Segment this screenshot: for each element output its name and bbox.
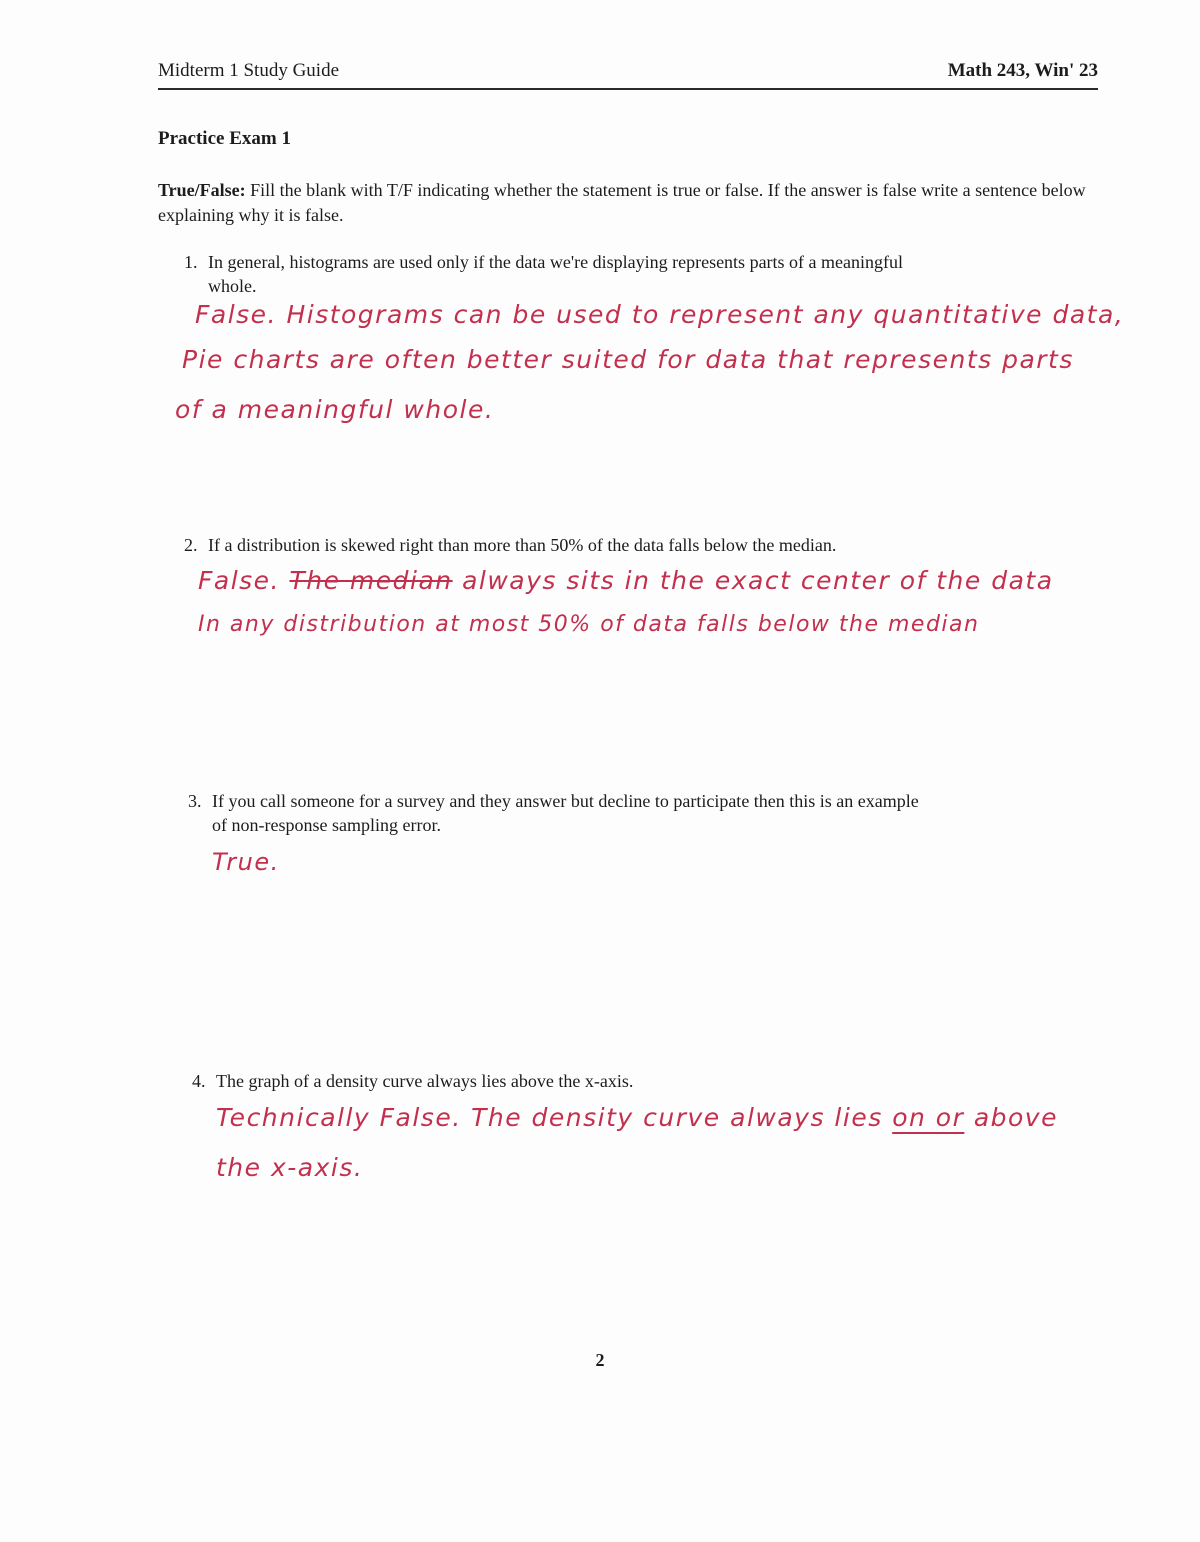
question-text-line: of non-response sampling error.: [212, 815, 441, 835]
handwritten-answer-line: [198, 566, 1054, 595]
handwritten-answer-line: [216, 1103, 1058, 1132]
question-number: 4.: [192, 1071, 206, 1091]
section-title: Practice Exam 1: [158, 128, 291, 149]
handwritten-answer: True.: [212, 848, 280, 876]
question-2: [184, 533, 1104, 559]
course-guide-title: Midterm 1 Study Guide: [158, 60, 340, 81]
answer-explanation: above: [973, 1103, 1058, 1132]
underlined-text: on or: [892, 1103, 965, 1132]
handwritten-answer-line: Pie charts are often better suited for data that represents parts: [182, 345, 1074, 374]
question-1: [184, 250, 1104, 300]
instructions-text: Fill the blank with T/F indicating whether the statement is true or false. If the answer is false write a sentence below explaining why it is false.: [158, 180, 1086, 225]
answer-verdict: False.: [198, 566, 280, 595]
question-number: 1.: [184, 252, 198, 272]
question-text-line: If you call someone for a survey and they answer but decline to participate then this is an example: [212, 791, 919, 811]
handwritten-answer-line: False. Histograms can be used to represent any quantitative data,: [195, 300, 1125, 329]
question-3: [188, 789, 1108, 839]
course-term-label: Math 243, Win' 23: [947, 60, 1098, 81]
question-number: 3.: [188, 791, 202, 811]
instructions: [158, 178, 1103, 228]
instructions-lead: True/False:: [158, 180, 246, 200]
answer-explanation: Technically False. The density curve always lies: [216, 1103, 883, 1132]
question-text-line: whole.: [208, 276, 257, 296]
answer-explanation: always sits in the exact center of the data: [462, 566, 1054, 595]
page-header: [158, 58, 1098, 90]
question-text-line: The graph of a density curve always lies above the x-axis.: [216, 1071, 634, 1091]
question-4: [192, 1069, 1112, 1095]
struck-out-text: The median: [289, 566, 453, 595]
question-text-line: In general, histograms are used only if the data we're displaying represents parts of a meaningful: [208, 252, 904, 272]
question-text-line: If a distribution is skewed right than more than 50% of the data falls below the median.: [208, 535, 837, 555]
handwritten-answer-line: In any distribution at most 50% of data falls below the median: [198, 612, 980, 637]
handwritten-answer-line: the x-axis.: [216, 1153, 364, 1182]
handwritten-answer-line: of a meaningful whole.: [175, 395, 495, 424]
page-number: 2: [595, 1350, 605, 1370]
question-number: 2.: [184, 535, 198, 555]
